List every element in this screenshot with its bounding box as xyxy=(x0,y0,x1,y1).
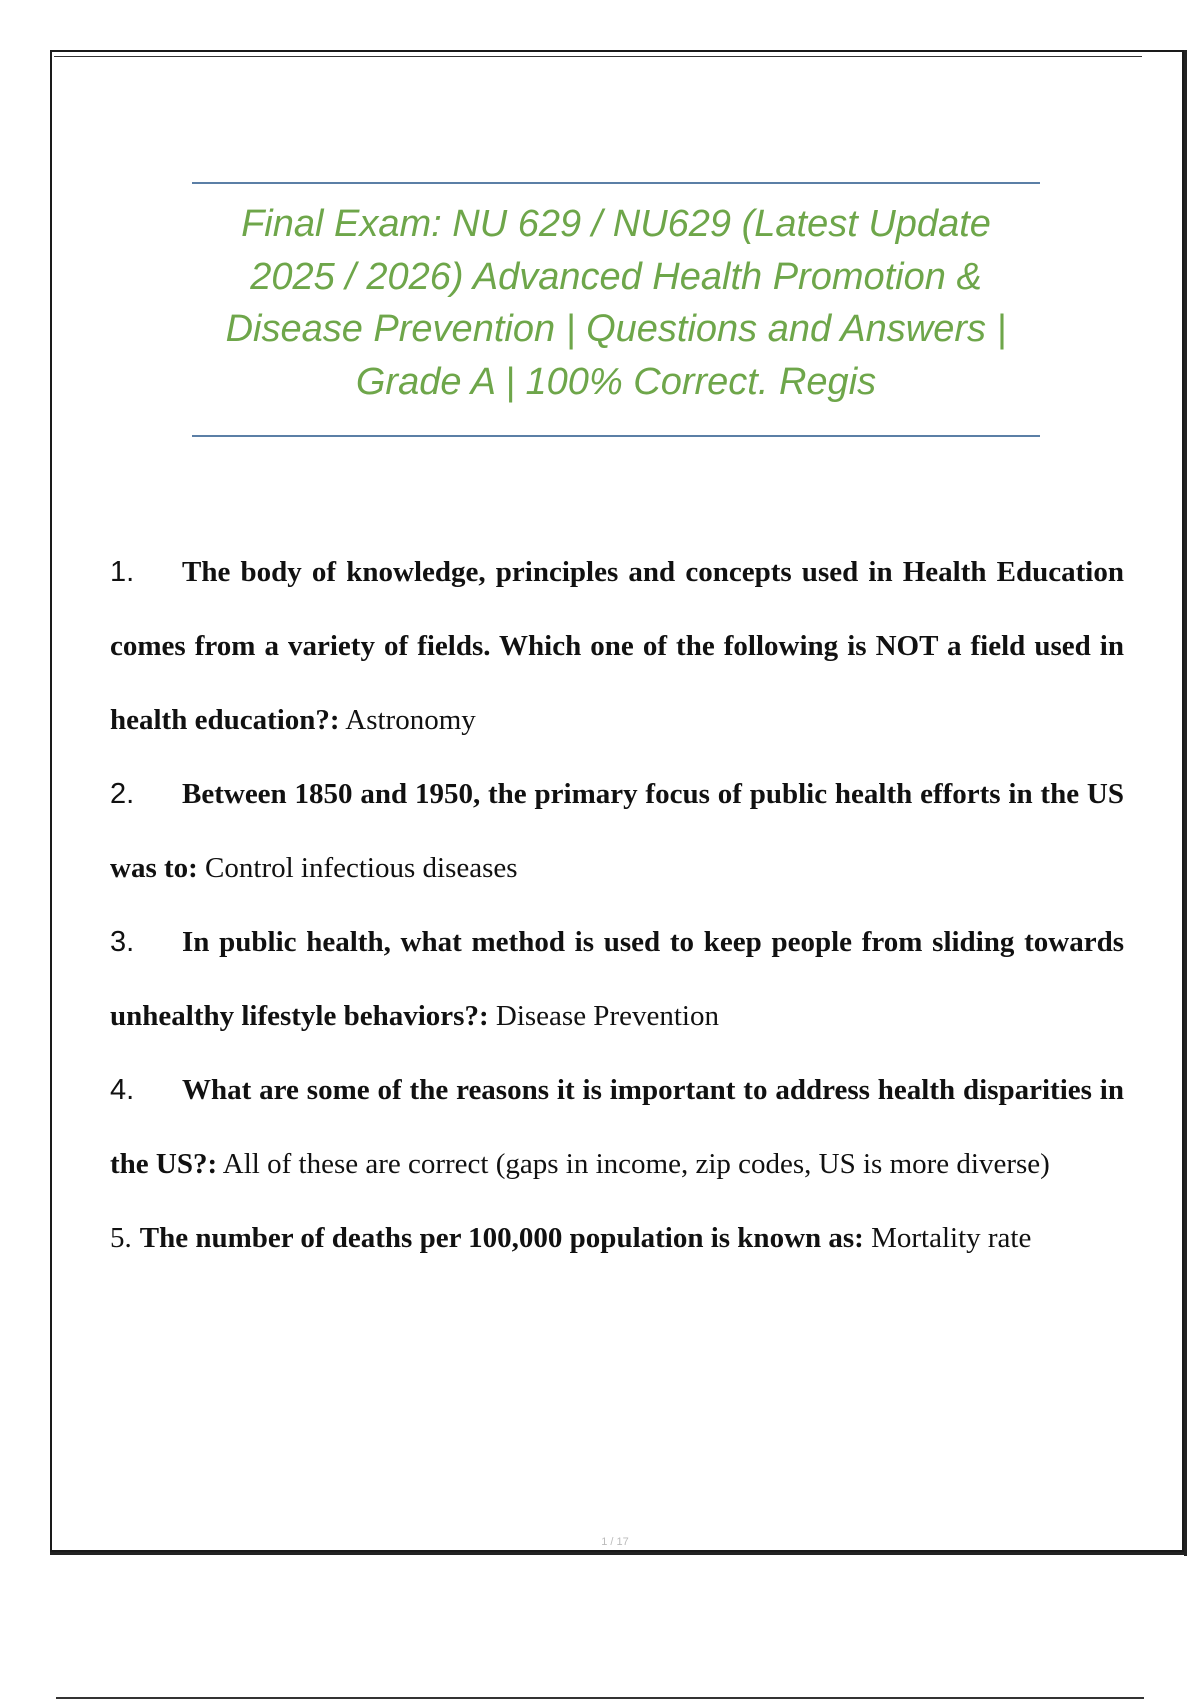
title-line: 2025 / 2026) Advanced Health Promotion & xyxy=(250,255,982,298)
title-rule-top xyxy=(192,182,1040,184)
answer-text: Mortality rate xyxy=(871,1222,1032,1254)
answer-text: All of these are correct (gaps in income, zip codes, US is more diverse) xyxy=(222,1148,1050,1180)
qa-item xyxy=(110,757,1124,905)
page-shadow-right xyxy=(1184,50,1187,1556)
question-number: 1. xyxy=(110,556,135,588)
qa-item xyxy=(110,535,1124,757)
qa-list xyxy=(110,535,1124,1275)
title-line: Disease Prevention | Questions and Answers | xyxy=(225,308,1007,350)
title-rule-bottom xyxy=(192,435,1040,437)
page-indicator: 1 / 17 xyxy=(601,1536,629,1548)
title-line: Grade A | 100% Correct. Regis xyxy=(355,360,877,403)
question-number: 5. xyxy=(110,1222,132,1254)
top-rule xyxy=(54,56,1142,57)
question-text: Between 1850 and 1950, the primary focus of public health efforts in the US was to: xyxy=(110,778,1124,884)
question-number: 3. xyxy=(110,926,135,958)
answer-text: Astronomy xyxy=(345,704,476,736)
page-shadow-bottom xyxy=(50,1552,1187,1555)
answer-text: Disease Prevention xyxy=(495,1000,719,1032)
footer-rule xyxy=(56,1697,1144,1699)
question-text: What are some of the reasons it is important to address health disparities in the US?: xyxy=(110,1074,1124,1180)
title-line: Final Exam: NU 629 / NU629 (Latest Update xyxy=(241,203,991,245)
question-text: The body of knowledge, principles and concepts used in Health Education comes from a variety of fields. Which one of the following is NOT a field used in health education?: xyxy=(110,556,1124,736)
qa-item xyxy=(110,905,1124,1053)
qa-item xyxy=(110,1201,1124,1275)
question-text: The number of deaths per 100,000 population is known as: xyxy=(139,1222,864,1254)
question-text: In public health, what method is used to keep people from sliding towards unhealthy lifestyle behaviors?: xyxy=(110,926,1124,1032)
question-number: 2. xyxy=(110,778,135,810)
answer-text: Control infectious diseases xyxy=(205,852,518,884)
qa-item xyxy=(110,1053,1124,1201)
document-title xyxy=(192,198,1040,408)
question-number: 4. xyxy=(110,1074,135,1106)
